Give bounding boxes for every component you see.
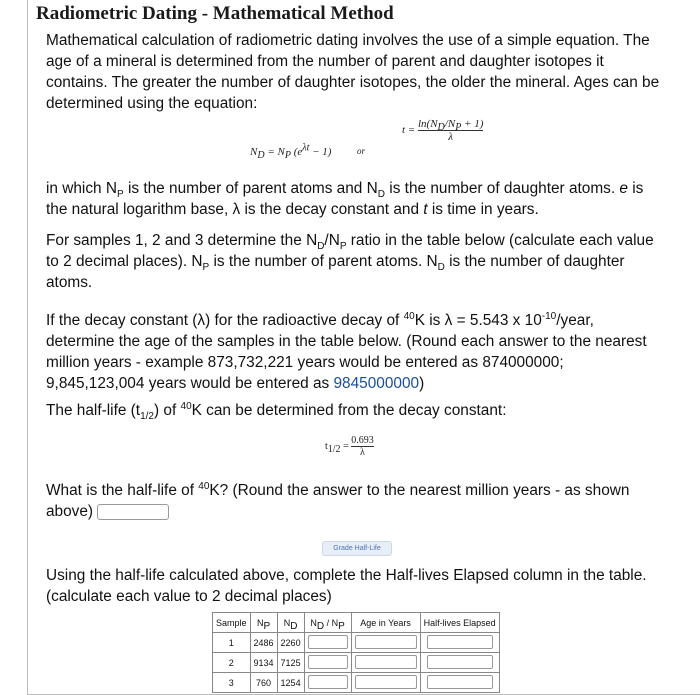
- grade-half-life-button[interactable]: Grade Half-Life: [322, 541, 392, 556]
- table-row: 2 9134 7125: [213, 653, 500, 673]
- decay-instructions: If the decay constant (λ) for the radioactive decay of $^{40}$K is λ = 5.543 x $10^{-10}$/year, determine the age of the samples in the table below. (Round each answer to the nearest million years - example 873,732,221 years would be entered as 874000000; 9,845,123,004 years would be entered as 9845000000): [46, 310, 647, 392]
- halflives-input-1[interactable]: [427, 635, 493, 649]
- table-row: 1 2486 2260: [213, 633, 500, 653]
- halflife-answer-input[interactable]: [97, 504, 169, 520]
- col-halflives: Half-lives Elapsed: [420, 613, 499, 633]
- equation-left: $N_D = N_P$ $(e^{\lambda t} - 1)$: [250, 142, 332, 162]
- ratio-input-1[interactable]: [308, 635, 348, 649]
- halflives-input-3[interactable]: [427, 675, 493, 689]
- definition-paragraph: in which $N_P$ is the number of parent atoms and $N_D$ is the number of daughter atoms. e is the natural logarithm base, λ is the decay constant and t is time in years.: [46, 180, 644, 218]
- col-np: $N_P$: [250, 613, 277, 633]
- halflife-equation: $t_{1/2}$ = $\frac{0.693}{\lambda}$: [325, 435, 374, 458]
- halflife-intro: The half-life $(t_{1/2})$ of $^{40}$K can be determined from the decay constant:: [46, 400, 507, 423]
- col-age: Age in Years: [351, 613, 420, 633]
- samples-table: [212, 612, 500, 693]
- equation-or: or: [357, 146, 366, 156]
- ratio-input-3[interactable]: [308, 675, 348, 689]
- halflife-question: What is the half-life of $^{40}$K? (Round the answer to the nearest million years - as shown above): [46, 480, 630, 520]
- col-ratio: $N_D / N_P$: [304, 613, 351, 633]
- age-input-3[interactable]: [355, 675, 417, 689]
- intro-paragraph: Mathematical calculation of radiometric dating involves the use of a simple equation. The age of a mineral is determined from the number of parent and daughter isotopes it contains. The greater the number of daughter isotopes, the older the mineral. Ages can be determined using the equation:: [46, 32, 660, 112]
- col-sample: Sample: [213, 613, 251, 633]
- col-nd: $N_D$: [277, 613, 304, 633]
- table-row: 3 760 1254: [213, 673, 500, 693]
- equation-right: t = $\frac{\ln(N_D/N_P + 1)}{\lambda}$: [402, 118, 484, 143]
- page-title: Radiometric Dating - Mathematical Method: [36, 3, 394, 24]
- age-input-1[interactable]: [355, 635, 417, 649]
- ratio-input-2[interactable]: [308, 655, 348, 669]
- halflives-instructions: Using the half-life calculated above, complete the Half-lives Elapsed column in the table. (calculate each value to 2 decimal places): [46, 567, 647, 605]
- halflives-input-2[interactable]: [427, 655, 493, 669]
- ratio-instructions: For samples 1, 2 and 3 determine the $N_D/N_P$ ratio in the table below (calculate each value to 2 decimal places). $N_P$ is the number of parent atoms. $N_D$ is the number of daughter atoms.: [46, 232, 654, 291]
- age-input-2[interactable]: [355, 655, 417, 669]
